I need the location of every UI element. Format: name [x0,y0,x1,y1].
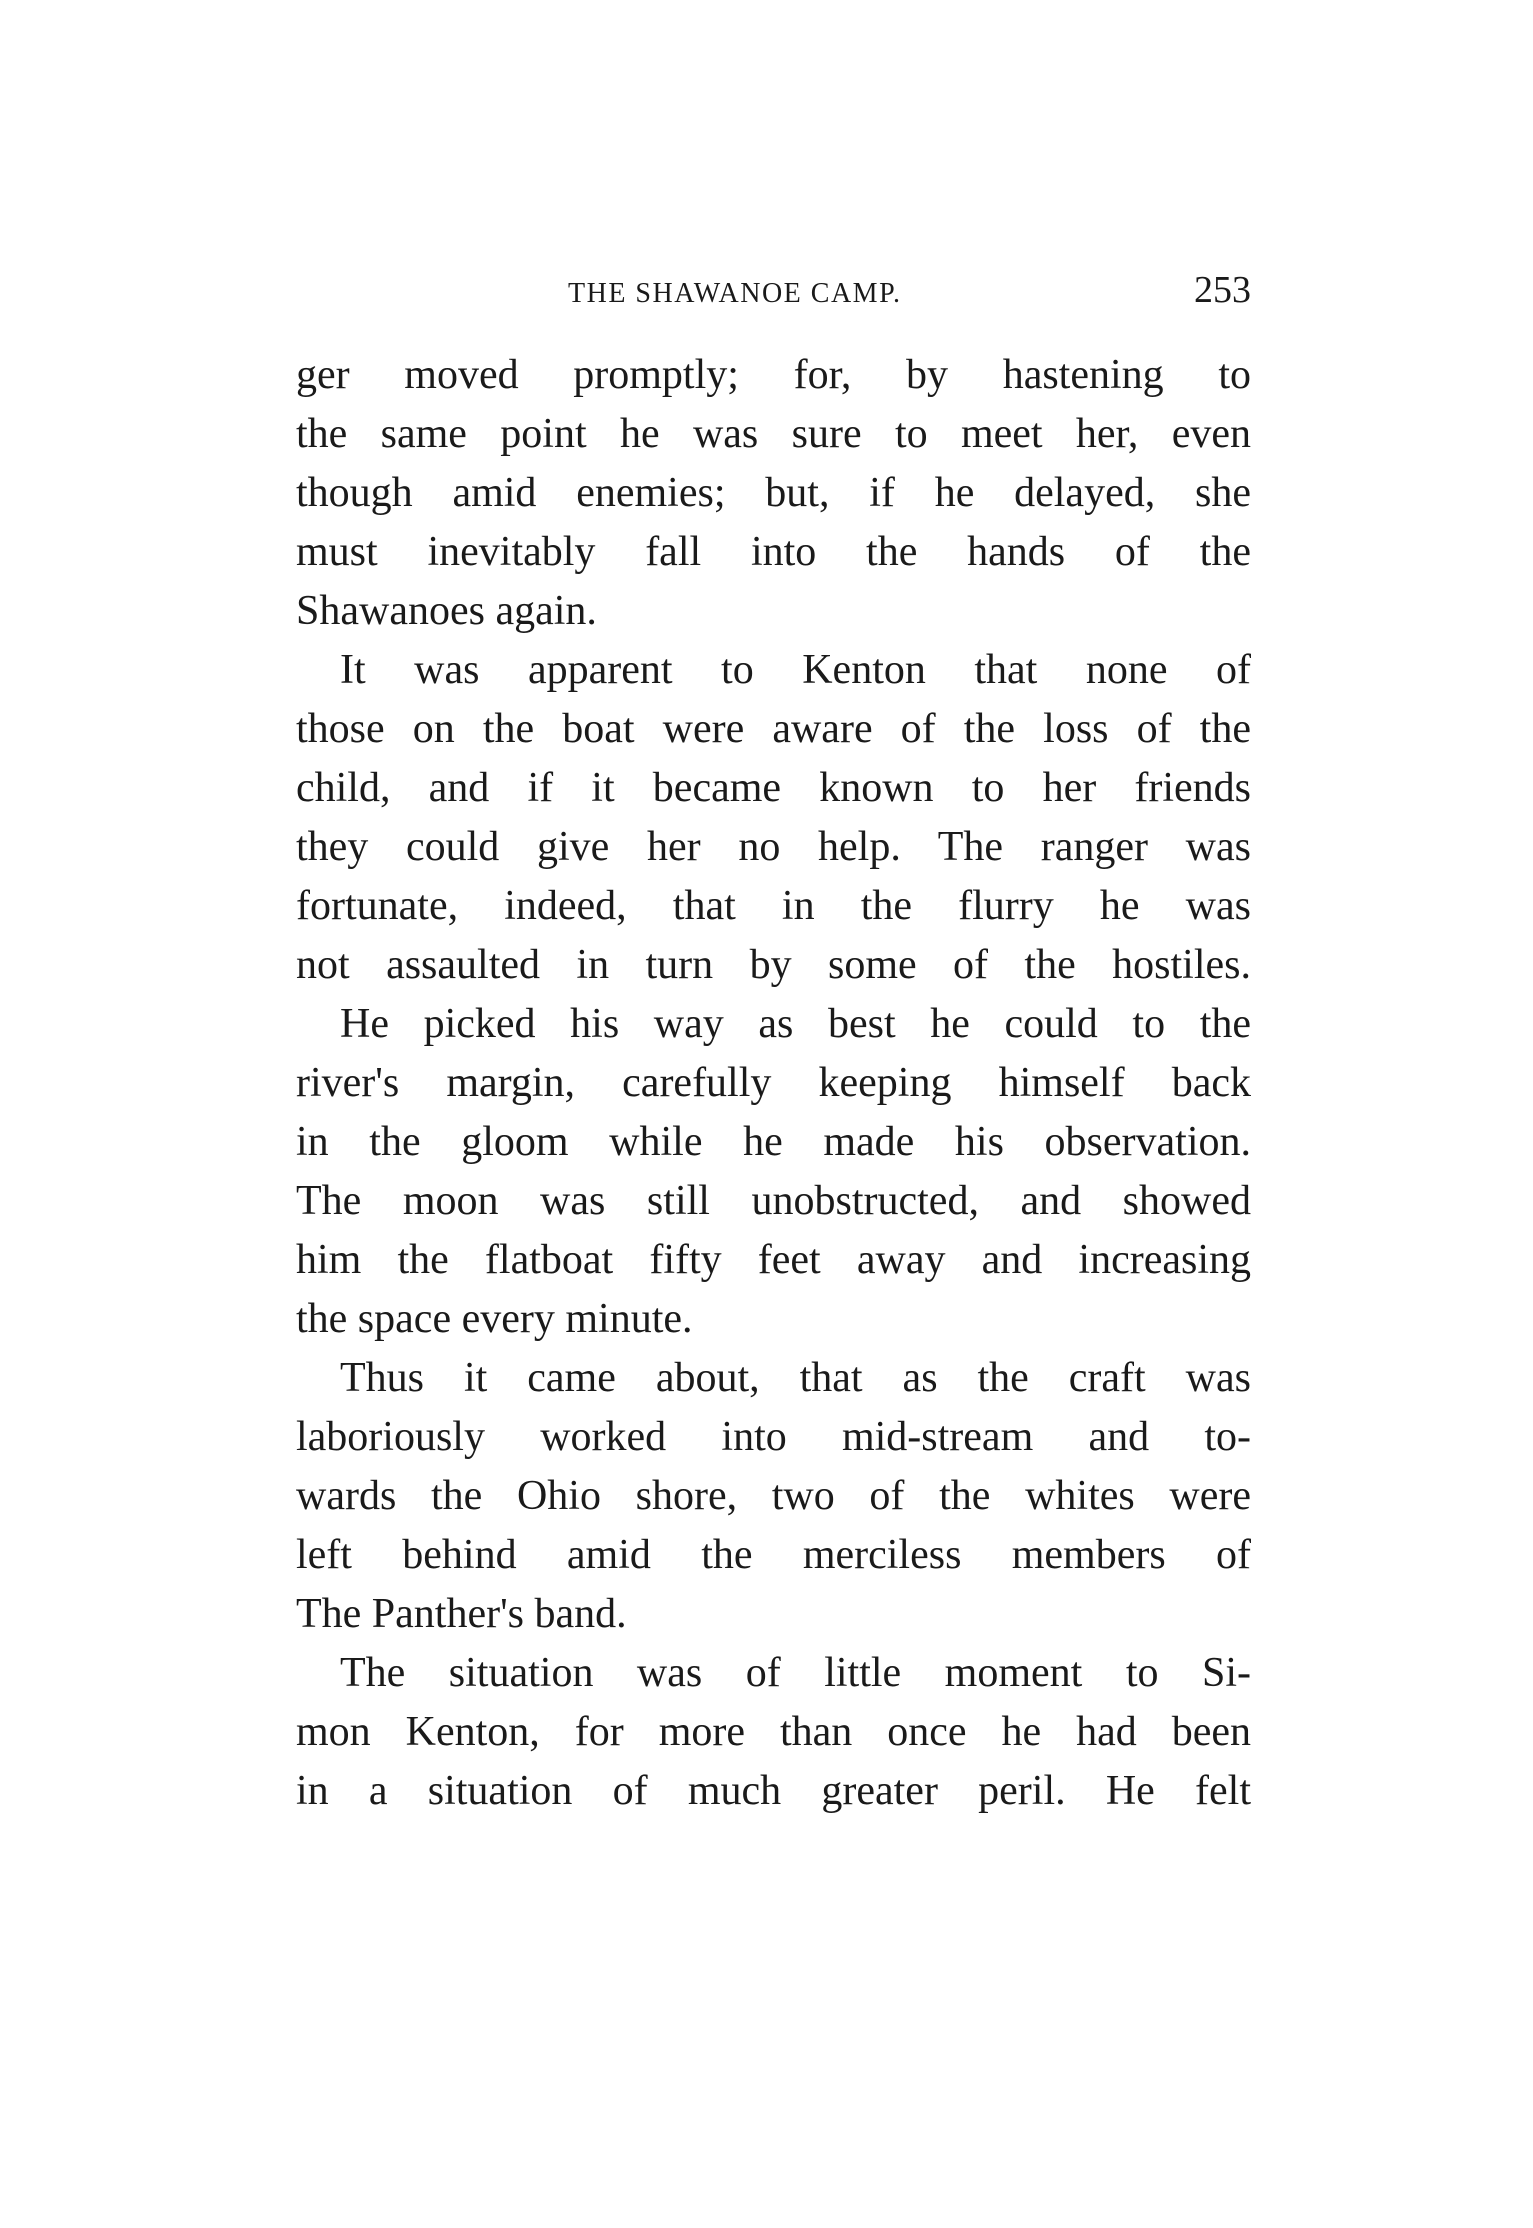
text-line: must inevitably fall into the hands of the [296,529,1251,575]
text-line: left behind amid the merciless members of [296,1532,1251,1578]
text-line: wards the Ohio shore, two of the whites were [296,1473,1251,1519]
text-line: not assaulted in turn by some of the hostiles. [296,942,1251,988]
text-line: mon Kenton, for more than once he had been [296,1709,1251,1755]
text-line: Thus it came about, that as the craft was [340,1355,1251,1401]
text-line: in a situation of much greater peril. He felt [296,1768,1251,1814]
text-line: It was apparent to Kenton that none of [340,647,1251,693]
text-line: in the gloom while he made his observation. [296,1119,1251,1165]
text-line: those on the boat were aware of the loss of the [296,706,1251,752]
text-line: though amid enemies; but, if he delayed, she [296,470,1251,516]
text-line: laboriously worked into mid-stream and to- [296,1414,1251,1460]
text-line: ger moved promptly; for, by hastening to [296,352,1251,398]
page-header [296,268,1251,328]
text-line: they could give her no help. The ranger was [296,824,1251,870]
text-line: the same point he was sure to meet her, even [296,411,1251,457]
text-line: The moon was still unobstructed, and showed [296,1178,1251,1224]
text-line: He picked his way as best he could to the [340,1001,1251,1047]
text-line: the space every minute. [296,1296,693,1342]
running-head: THE SHAWANOE CAMP. [568,278,902,309]
body-text [296,346,1251,1821]
text-line: Shawanoes again. [296,588,597,634]
text-line: child, and if it became known to her friends [296,765,1251,811]
text-line: The Panther's band. [296,1591,627,1637]
text-line: him the flatboat fifty feet away and increasing [296,1237,1251,1283]
text-line: river's margin, carefully keeping himself back [296,1060,1251,1106]
text-line: The situation was of little moment to Si- [340,1650,1251,1696]
page-number: 253 [1194,269,1251,311]
text-line: fortunate, indeed, that in the flurry he was [296,883,1251,929]
